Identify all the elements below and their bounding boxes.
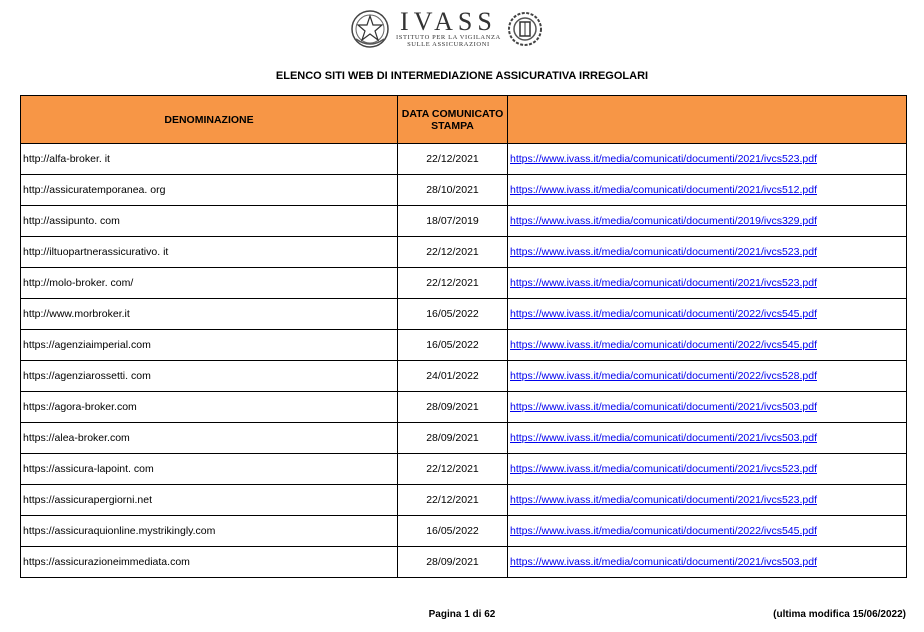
table-row — [21, 144, 907, 175]
site-name-cell: https://agora-broker.com — [21, 392, 398, 423]
press-release-link[interactable]: https://www.ivass.it/media/comunicati/documenti/2022/ivcs528.pdf — [510, 370, 817, 382]
press-release-link-cell — [508, 485, 907, 516]
site-name-cell: https://assicura-lapoint. com — [21, 454, 398, 485]
press-release-link[interactable]: https://www.ivass.it/media/comunicati/documenti/2022/ivcs545.pdf — [510, 339, 817, 351]
press-release-date-cell: 22/12/2021 — [398, 454, 508, 485]
press-release-link[interactable]: https://www.ivass.it/media/comunicati/documenti/2021/ivcs523.pdf — [510, 246, 817, 258]
column-header-link — [508, 96, 907, 144]
ivass-logo — [350, 8, 543, 50]
logo-subtitle-line1: ISTITUTO PER LA VIGILANZA — [396, 34, 501, 41]
site-name-cell: http://www.morbroker.it — [21, 299, 398, 330]
press-release-link[interactable]: https://www.ivass.it/media/comunicati/documenti/2021/ivcs523.pdf — [510, 463, 817, 475]
site-name-cell: https://assicuraquionline.mystrikingly.com — [21, 516, 398, 547]
press-release-date-cell: 28/09/2021 — [398, 423, 508, 454]
site-name-cell: http://iltuopartnerassicurativo. it — [21, 237, 398, 268]
press-release-link-cell — [508, 175, 907, 206]
logo-subtitle-line2: SULLE ASSICURAZIONI — [407, 41, 490, 48]
table-row — [21, 454, 907, 485]
site-name-cell: https://alea-broker.com — [21, 423, 398, 454]
site-name-cell: http://alfa-broker. it — [21, 144, 398, 175]
press-release-link-cell — [508, 361, 907, 392]
press-release-link[interactable]: https://www.ivass.it/media/comunicati/documenti/2022/ivcs545.pdf — [510, 525, 817, 537]
site-name-cell: https://agenziarossetti. com — [21, 361, 398, 392]
italian-republic-emblem-icon — [350, 9, 390, 49]
press-release-date-cell: 22/12/2021 — [398, 485, 508, 516]
press-release-link[interactable]: https://www.ivass.it/media/comunicati/documenti/2021/ivcs512.pdf — [510, 184, 817, 196]
column-header-data: DATA COMUNICATO STAMPA — [398, 96, 508, 144]
table-row — [21, 423, 907, 454]
table-header-row — [21, 96, 907, 144]
press-release-date-cell: 28/10/2021 — [398, 175, 508, 206]
ivass-seal-icon — [507, 11, 543, 47]
press-release-link[interactable]: https://www.ivass.it/media/comunicati/documenti/2021/ivcs503.pdf — [510, 401, 817, 413]
table-row — [21, 547, 907, 578]
press-release-link-cell — [508, 206, 907, 237]
press-release-link[interactable]: https://www.ivass.it/media/comunicati/documenti/2021/ivcs523.pdf — [510, 153, 817, 165]
press-release-link[interactable]: https://www.ivass.it/media/comunicati/documenti/2021/ivcs523.pdf — [510, 277, 817, 289]
table-row — [21, 485, 907, 516]
table-row — [21, 206, 907, 237]
press-release-link-cell — [508, 299, 907, 330]
site-name-cell: https://assicurazioneimmediata.com — [21, 547, 398, 578]
table-row — [21, 268, 907, 299]
table-row — [21, 237, 907, 268]
press-release-link-cell — [508, 268, 907, 299]
last-modified-note: (ultima modifica 15/06/2022) — [773, 609, 906, 620]
table-row — [21, 175, 907, 206]
press-release-link-cell — [508, 454, 907, 485]
page-number: Pagina 1 di 62 — [428, 609, 496, 620]
press-release-date-cell: 16/05/2022 — [398, 516, 508, 547]
logo-word: IVASS — [400, 7, 497, 36]
press-release-date-cell: 22/12/2021 — [398, 144, 508, 175]
press-release-link-cell — [508, 144, 907, 175]
press-release-link[interactable]: https://www.ivass.it/media/comunicati/documenti/2021/ivcs523.pdf — [510, 494, 817, 506]
site-name-cell: https://assicurapergiorni.net — [21, 485, 398, 516]
press-release-link[interactable]: https://www.ivass.it/media/comunicati/documenti/2021/ivcs503.pdf — [510, 556, 817, 568]
press-release-link[interactable]: https://www.ivass.it/media/comunicati/documenti/2021/ivcs503.pdf — [510, 432, 817, 444]
table-row — [21, 361, 907, 392]
press-release-link-cell — [508, 237, 907, 268]
table-row — [21, 299, 907, 330]
table-row — [21, 392, 907, 423]
press-release-date-cell: 22/12/2021 — [398, 237, 508, 268]
site-name-cell: http://assipunto. com — [21, 206, 398, 237]
press-release-date-cell: 28/09/2021 — [398, 547, 508, 578]
document-title: ELENCO SITI WEB DI INTERMEDIAZIONE ASSICURATIVA IRREGOLARI — [275, 70, 649, 82]
table-row — [21, 330, 907, 361]
site-name-cell: http://assicuratemporanea. org — [21, 175, 398, 206]
press-release-date-cell: 28/09/2021 — [398, 392, 508, 423]
press-release-date-cell: 16/05/2022 — [398, 330, 508, 361]
press-release-date-cell: 24/01/2022 — [398, 361, 508, 392]
press-release-link-cell — [508, 547, 907, 578]
irregular-sites-table — [20, 95, 907, 578]
press-release-link-cell — [508, 423, 907, 454]
table-row — [21, 516, 907, 547]
press-release-date-cell: 18/07/2019 — [398, 206, 508, 237]
press-release-link-cell — [508, 330, 907, 361]
column-header-denominazione: DENOMINAZIONE — [21, 96, 398, 144]
press-release-link[interactable]: https://www.ivass.it/media/comunicati/documenti/2022/ivcs545.pdf — [510, 308, 817, 320]
site-name-cell: http://molo-broker. com/ — [21, 268, 398, 299]
press-release-link[interactable]: https://www.ivass.it/media/comunicati/documenti/2019/ivcs329.pdf — [510, 215, 817, 227]
press-release-date-cell: 22/12/2021 — [398, 268, 508, 299]
press-release-link-cell — [508, 392, 907, 423]
press-release-link-cell — [508, 516, 907, 547]
press-release-date-cell: 16/05/2022 — [398, 299, 508, 330]
site-name-cell: https://agenziaimperial.com — [21, 330, 398, 361]
